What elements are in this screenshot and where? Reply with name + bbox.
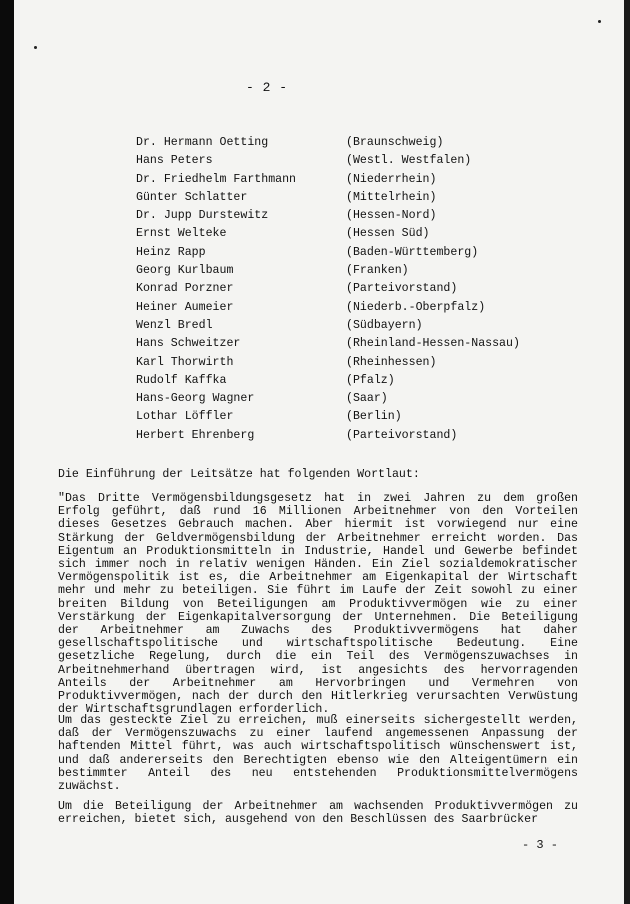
- attendee-region: (Saar): [346, 392, 388, 406]
- attendee-region: (Rheinhessen): [346, 355, 437, 369]
- attendee-name: Hans-Georg Wagner: [136, 392, 255, 406]
- attendee-region: (Westl. Westfalen): [346, 154, 472, 168]
- attendee-region: (Rheinland-Hessen-Nassau): [346, 337, 520, 351]
- attendee-name: Dr. Friedhelm Farthmann: [136, 172, 297, 186]
- attendee-region: (Baden-Württemberg): [346, 245, 479, 259]
- attendee-name: Wenzl Bredl: [136, 318, 213, 332]
- scan-right-edge: [624, 0, 630, 904]
- attendee-row: [136, 280, 556, 298]
- attendee-name: Hans Schweitzer: [136, 337, 241, 351]
- page-number: - 2 -: [246, 80, 288, 95]
- intro-paragraph: Die Einführung der Leitsätze hat folgenden Wortlaut:: [58, 468, 420, 481]
- attendee-row: [136, 171, 556, 189]
- scan-speck: [598, 20, 601, 23]
- second-paragraph: Um das gesteckte Ziel zu erreichen, muß einerseits sichergestellt werden, daß der Vermögenszuwachs zu einer laufend angemessenen Anpassung der haftenden Mittel führt, was auch wirtschaftspolitisch wünschenswert ist, und daß andererseits den Berechtigten ebenso wie den Alteigentümern ein bestimmter Anteil des neu entstehenden Produktionsmittelvermögens zuwächst.: [58, 714, 578, 794]
- scan-speck: [34, 46, 37, 49]
- attendee-name: Hans Peters: [136, 154, 213, 168]
- attendee-name: Karl Thorwirth: [136, 355, 234, 369]
- third-paragraph: Um die Beteiligung der Arbeitnehmer am wachsenden Produktivvermögen zu erreichen, bietet sich, ausgehend von den Beschlüssen des Saarbrücker: [58, 800, 578, 827]
- attendee-region: (Franken): [346, 264, 409, 278]
- attendee-row: [136, 317, 556, 335]
- quote-paragraph: "Das Dritte Vermögensbildungsgesetz hat in zwei Jahren zu dem großen Erfolg geführt, daß rund 16 Millionen Arbeitnehmer von den Vorteilen dieses Gesetzes Gebrauch machen. Aber hiermit ist vorwiegend nur eine Stärkung der Geldvermögensbildung der Arbeitnehmer erreicht worden. Das Eigentum an Produktionsmitteln in Industrie, Handel und Gewerbe befindet sich immer noch in relativ wenigen Händen. Ein Ziel sozialdemokratischer Vermögenspolitik ist es, die Arbeitnehmer am Eigenkapital der Wirtschaft mehr und mehr zu beteiligen. Sie führt im Laufe der Zeit sowohl zu einer breiten Bildung von Beteiligungen am Produktivvermögen wie zu einer Verstärkung der Eigenkapitalversorgung der Unternehmen. Die Beteiligung der Arbeitnehmer am Zuwachs des Produktivvermögens hat daher gesellschaftspolitische und wirtschaftspolitische Bedeutung. Eine gesetzliche Regelung, durch die ein Teil des Vermögenszuwachses in Arbeitnehmerhand übertragen wird, ist angesichts des hervorragenden Anteils der Arbeitnehmer am Hervorbringen und Vermehren von Produktivvermögen, nach der durch den Hitlerkrieg verursachten Verwüstung der Wirtschaftsgrundlagen erforderlich.: [58, 492, 578, 717]
- attendee-region: (Hessen Süd): [346, 227, 430, 241]
- attendee-row: [136, 244, 556, 262]
- attendee-region: (Südbayern): [346, 318, 423, 332]
- scan-left-edge: [0, 0, 14, 904]
- attendee-region: (Hessen-Nord): [346, 209, 437, 223]
- attendee-row: [136, 299, 556, 317]
- attendee-row: [136, 225, 556, 243]
- attendee-region: (Berlin): [346, 410, 402, 424]
- attendee-region: (Pfalz): [346, 373, 395, 387]
- attendee-name: Heinz Rapp: [136, 245, 206, 259]
- next-page-marker: - 3 -: [522, 838, 559, 852]
- attendee-name: Konrad Porzner: [136, 282, 234, 296]
- attendee-row: [136, 372, 556, 390]
- attendee-region: (Niederrhein): [346, 172, 437, 186]
- attendee-row: [136, 134, 556, 152]
- attendee-row: [136, 189, 556, 207]
- attendee-name: Lothar Löffler: [136, 410, 234, 424]
- attendee-name: Dr. Hermann Oetting: [136, 136, 269, 149]
- attendee-row: [136, 207, 556, 225]
- attendee-region: (Mittelrhein): [346, 190, 437, 204]
- attendee-list: [136, 134, 556, 445]
- attendee-region: (Parteivorstand): [346, 282, 458, 296]
- attendee-region: (Braunschweig): [346, 136, 444, 149]
- attendee-name: Herbert Ehrenberg: [136, 428, 255, 442]
- attendee-row: [136, 335, 556, 353]
- attendee-region: (Niederb.-Oberpfalz): [346, 300, 486, 314]
- attendee-row: [136, 152, 556, 170]
- attendee-row: [136, 262, 556, 280]
- attendee-region: (Parteivorstand): [346, 428, 458, 442]
- attendee-row: [136, 354, 556, 372]
- attendee-row: [136, 427, 556, 445]
- attendee-name: Heiner Aumeier: [136, 300, 234, 314]
- attendee-name: Dr. Jupp Durstewitz: [136, 209, 269, 223]
- attendee-name: Rudolf Kaffka: [136, 373, 227, 387]
- attendee-row: [136, 390, 556, 408]
- attendee-row: [136, 408, 556, 426]
- attendee-name: Günter Schlatter: [136, 190, 248, 204]
- attendee-name: Georg Kurlbaum: [136, 264, 234, 278]
- attendee-name: Ernst Welteke: [136, 227, 227, 241]
